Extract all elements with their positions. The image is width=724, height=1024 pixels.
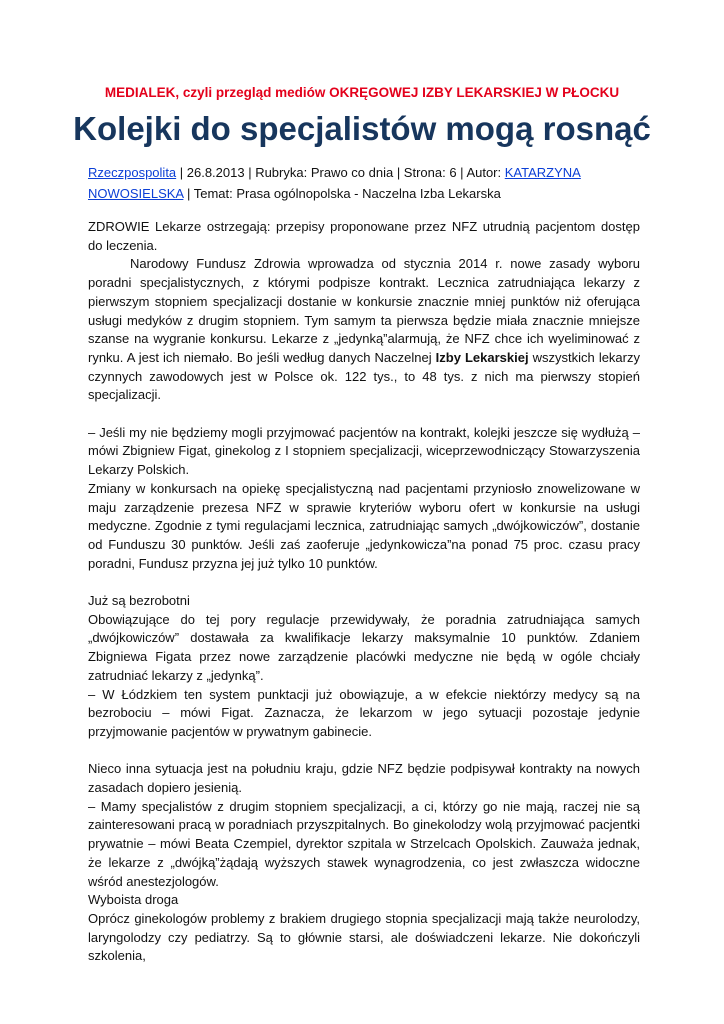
paragraph: Zmiany w konkursach na opiekę specjalistyczną nad pacjentami przyniosło znowelizowane w maju zarządzenie prezesa NFZ w sprawie kryteriów wyboru ofert w konkursie na usługi medyczne. Zgodnie z tymi regulacjami lecznica, zatrudniając samych „dwójkowiczów”, dostanie od Funduszu 30 punktów. Jeśli zaś zaoferuje „jedynkowicza”na ponad 75 proc. czasu pracy poradni, Fundusz przyzna jej już tylko 10 punktów. xyxy=(88,480,640,571)
paragraph: – Mamy specjalistów z drugim stopniem specjalizacji, a ci, którzy go nie mają, raczej nie są zainteresowani pracą w poradniach przyszpitalnych. Bo ginekolodzy wolą przyjmować pacjentki prywatnie – mówi Beata Czempiel, dyrektor szpitala w Strzelcach Opolskich. Zauważa jednak, że lekarze z „dwójką”żądają wyższych stawek wynagrodzenia, co jest zwłaszcza widoczne wśród anestezjologów. xyxy=(88,798,640,889)
article-body xyxy=(88,218,640,966)
source-link[interactable]: Rzeczpospolita xyxy=(88,165,177,180)
author-link[interactable]: KATARZYNA NOWOSIELSKA xyxy=(88,165,581,201)
paragraph: – Jeśli my nie będziemy mogli przyjmować pacjentów na kontrakt, kolejki jeszcze się wydłużą – mówi Zbigniew Figat, ginekolog z I stopniem specjalizacji, wiceprzewodniczący Stowarzyszenia Lekarzy Polskich. xyxy=(88,424,640,478)
spacer xyxy=(88,405,640,424)
spacer xyxy=(88,573,640,592)
article-meta xyxy=(88,162,640,204)
paragraph: – W Łódzkiem ten system punktacji już obowiązuje, a w efekcie niektórzy medycy są na bezrobociu – mówi Figat. Zaznacza, że lekarzom w jego sytuacji pozostaje jedynie przyjmowanie pacjentów w prywatnym gabinecie. xyxy=(88,686,640,739)
paragraph-text: Narodowy Fundusz Zdrowia wprowadza od stycznia 2014 r. nowe zasady wyboru poradni specjalistycznych, z którymi podpisze kontrakt. Lecznica zatrudniająca lekarzy z pierwszym stopniem specjalizacji dostanie w konkursie znacznie mniej punktów niż oferująca usługi medyków z drugim stopniem. Tym samym ta pierwsza będzie miała znacznie mniejsze szanse na wygranie konkursu. Lekarze z „jedynką”alarmują, że NFZ chce ich wyeliminować z rynku. A jest ich niemało. Bo jeśli według danych Naczelnej xyxy=(88,256,640,365)
paragraph: Oprócz ginekologów problemy z brakiem drugiego stopnia specjalizacji mają także neurolodzy, laryngolodzy czy pediatrzy. Są to głównie starsi, ale doświadczeni lekarze. Nie dokończyli szkolenia, xyxy=(88,910,640,964)
spacer xyxy=(88,742,640,761)
paragraph xyxy=(88,255,640,405)
paragraph-text: wszystkich lekarzy czynnych zawodowych jest w Polsce ok. 122 tys., to 48 tys. z nich ma pierwszy stopień specjalizacji. xyxy=(88,349,640,403)
newsletter-header: MEDIALEK, czyli przegląd mediów OKRĘGOWEJ IZBY LEKARSKIEJ W PŁOCKU xyxy=(104,85,620,100)
article-title: Kolejki do specjalistów mogą rosnąć xyxy=(73,110,651,147)
bold-term: Izby Lekarskiej xyxy=(435,349,529,365)
meta-details: | 26.8.2013 | Rubryka: Prawo co dnia | Strona: 6 | Autor: xyxy=(176,165,505,180)
paragraph: Nieco inna sytuacja jest na południu kraju, gdzie NFZ będzie podpisywał kontrakty na nowych zasadach dopiero jesienią. xyxy=(88,761,640,796)
subheading: Wyboista droga xyxy=(88,892,179,908)
paragraph: Obowiązujące do tej pory regulacje przewidywały, że poradnia zatrudniająca samych „dwójkowiczów” dostawała za kwalifikacje lekarzy maksymalnie 10 punktów. Zdaniem Zbigniewa Figata przez nowe zarządzenie placówki medyczne nie będą w ogóle chciały zatrudniać lekarzy z „jedynką”. xyxy=(88,611,640,683)
lead-paragraph: ZDROWIE Lekarze ostrzegają: przepisy proponowane przez NFZ utrudnią pacjentom dostęp do leczenia. xyxy=(88,219,640,253)
subheading: Już są bezrobotni xyxy=(88,593,190,609)
meta-topic: | Temat: Prasa ogólnopolska - Naczelna Izba Lekarska xyxy=(183,186,501,201)
